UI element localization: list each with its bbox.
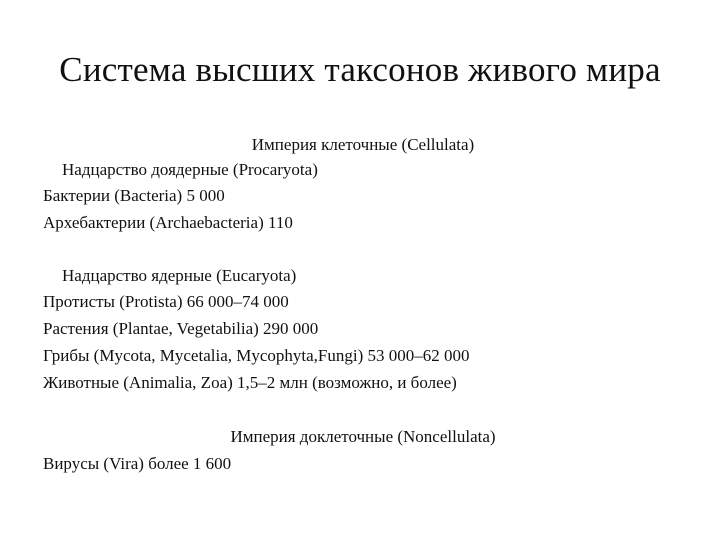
bacteria-line: Бактерии (Bacteria) 5 000 (43, 186, 225, 205)
empire-cellulata-heading: Империя клеточные (Cellulata) (251, 135, 475, 154)
superkingdom-procaryota-heading: Надцарство доядерные (Procaryota) (62, 160, 318, 179)
slide-title: Система высших таксонов живого мира (59, 50, 661, 89)
empire-noncellulata-heading: Империя доклеточные (Noncellulata) (230, 427, 496, 446)
archaebacteria-line: Архебактерии (Archaebacteria) 110 (43, 213, 293, 232)
superkingdom-eucaryota-heading: Надцарство ядерные (Eucaryota) (62, 266, 297, 285)
fungi-line: Грибы (Mycota, Mycetalia, Mycophyta,Fungi) 53 000–62 000 (43, 346, 470, 365)
protista-line: Протисты (Protista) 66 000–74 000 (43, 292, 289, 311)
plantae-line: Растения (Plantae, Vegetabilia) 290 000 (43, 319, 319, 338)
vira-line: Вирусы (Vira) более 1 600 (43, 454, 232, 473)
animalia-line: Животные (Animalia, Zoa) 1,5–2 млн (возможно, и более) (43, 373, 457, 392)
